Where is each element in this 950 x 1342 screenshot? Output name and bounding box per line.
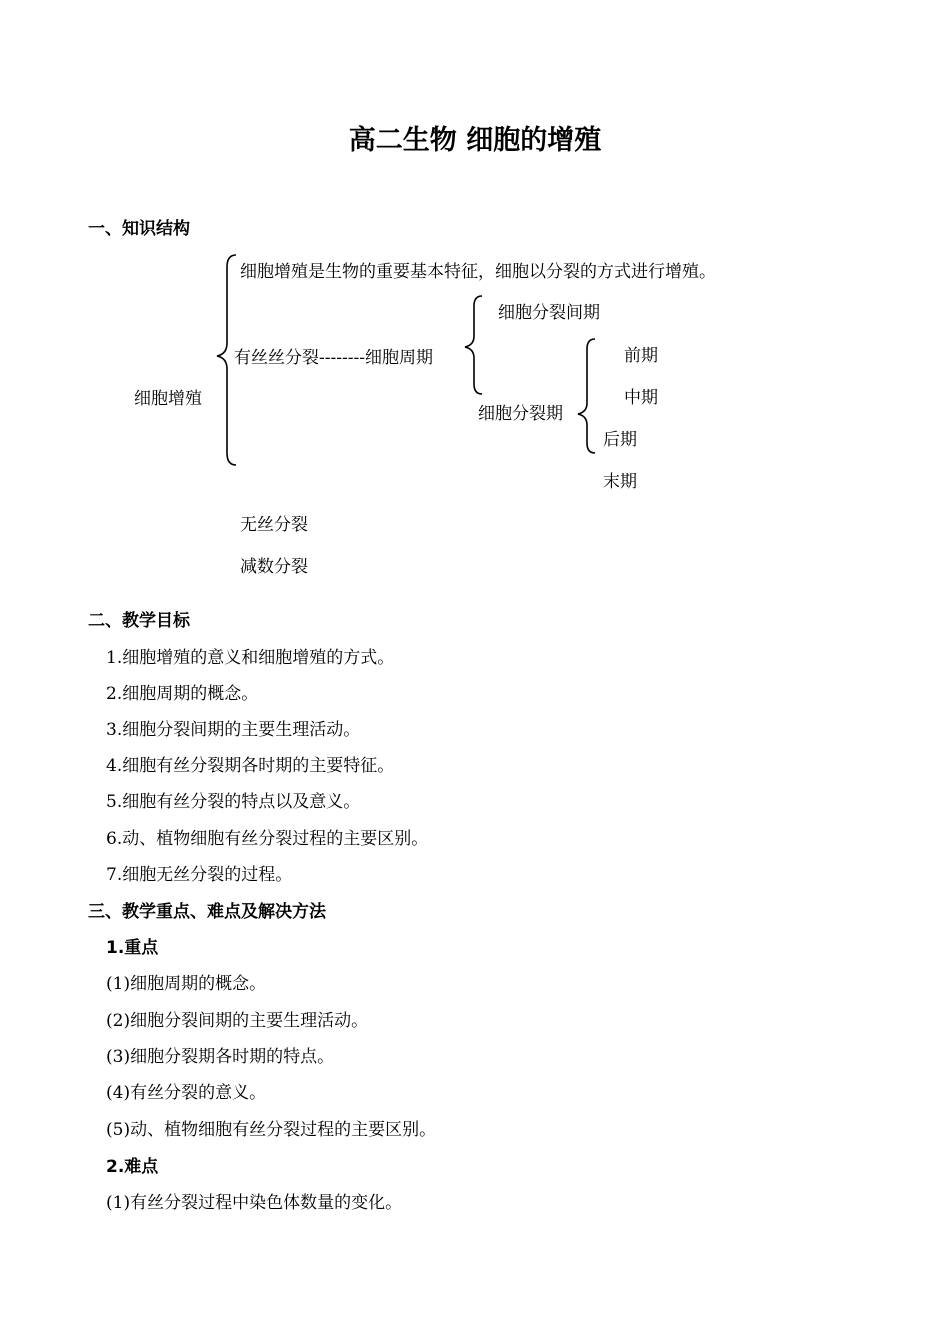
stage-telophase: 末期 (603, 472, 637, 492)
stage-prophase: 前期 (624, 346, 658, 366)
key-point-item: (2)细胞分裂间期的主要生理活动。 (106, 1011, 369, 1031)
mitosis-node: 有丝丝分裂--------细胞周期 (234, 348, 433, 368)
stage-brace (575, 337, 599, 455)
key-point-item: (3)细胞分裂期各时期的特点。 (106, 1047, 335, 1067)
key-point-item: (4)有丝分裂的意义。 (106, 1083, 267, 1103)
section1-heading: 一、知识结构 (88, 219, 190, 239)
key-point-item: (1)细胞周期的概念。 (106, 974, 267, 994)
objective-item: 5.细胞有丝分裂的特点以及意义。 (106, 792, 361, 812)
intro-text: 细胞增殖是生物的重要基本特征，细胞以分裂的方式进行增殖。 (240, 262, 716, 282)
objective-item: 3.细胞分裂间期的主要生理活动。 (106, 720, 361, 740)
interphase-node: 细胞分裂间期 (498, 303, 600, 323)
meiosis-node: 减数分裂 (240, 557, 308, 577)
section3-heading: 三、教学重点、难点及解决方法 (88, 902, 326, 922)
key-points-heading: 1.重点 (106, 938, 159, 958)
objective-item: 7.细胞无丝分裂的过程。 (106, 865, 293, 885)
difficult-point-item: (1)有丝分裂过程中染色体数量的变化。 (106, 1193, 403, 1213)
stage-metaphase: 中期 (624, 388, 658, 408)
objective-item: 4.细胞有丝分裂期各时期的主要特征。 (106, 756, 395, 776)
section2-heading: 二、教学目标 (88, 611, 190, 631)
page-title: 高二生物 细胞的增殖 (348, 125, 602, 156)
objective-item: 6.动、植物细胞有丝分裂过程的主要区别。 (106, 829, 429, 849)
stage-anaphase: 后期 (603, 430, 637, 450)
root-node: 细胞增殖 (134, 389, 202, 409)
division-phase-node: 细胞分裂期 (478, 404, 563, 424)
amitosis-node: 无丝分裂 (240, 515, 308, 535)
difficult-points-heading: 2.难点 (106, 1157, 159, 1177)
objective-item: 2.细胞周期的概念。 (106, 684, 259, 704)
objective-item: 1.细胞增殖的意义和细胞增殖的方式。 (106, 648, 395, 668)
key-point-item: (5)动、植物细胞有丝分裂过程的主要区别。 (106, 1120, 437, 1140)
cycle-brace (462, 294, 486, 396)
